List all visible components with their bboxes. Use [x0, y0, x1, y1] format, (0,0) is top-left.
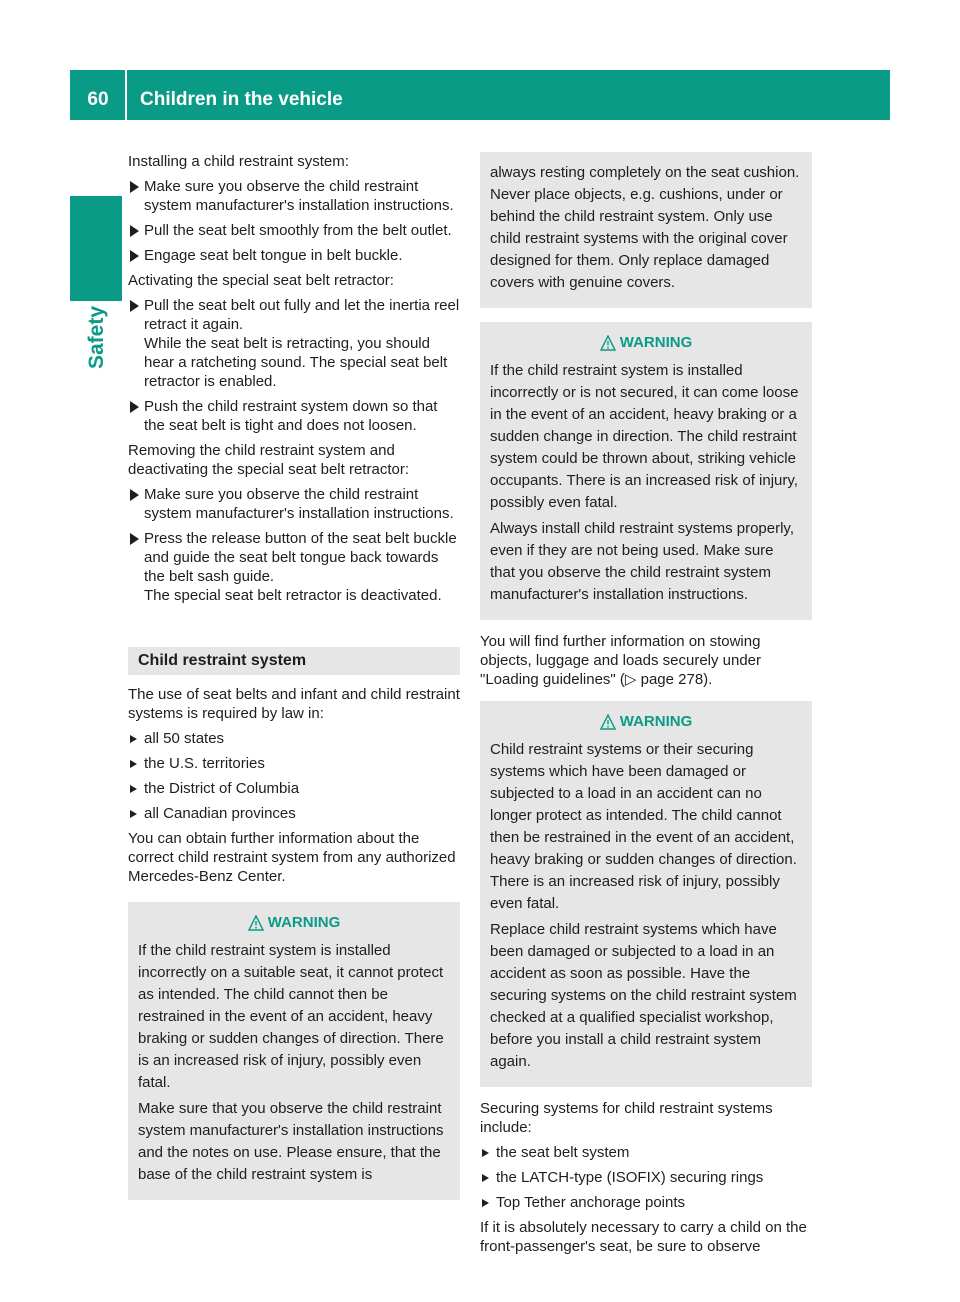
installing-intro: Installing a child restraint system: — [128, 153, 349, 170]
warning-label: WARNING — [267, 914, 341, 931]
warning-paragraph: always resting completely on the seat cushion. Never place objects, e.g. cushions, under or behind the child restraint system. Only use child restraint systems with the original cover designed for them. Only replace damaged covers with genuine covers. — [490, 164, 800, 291]
warning-heading — [490, 332, 802, 354]
warning-paragraph: Always install child restraint systems properly, even if they are not being used. Make sure that you observe the child restraint system manufacturer's installation instructions. — [490, 520, 794, 603]
warning-label: WARNING — [619, 713, 693, 730]
section-intro: The use of seat belts and infant and child restraint systems is required by law in: — [128, 686, 460, 722]
list-item: the LATCH-type (ISOFIX) securing rings — [480, 1168, 812, 1187]
list-item: all Canadian provinces — [128, 804, 460, 823]
section-more-info: You can obtain further information about the correct child restraint system from any authorized Mercedes-Benz Center. — [128, 830, 456, 885]
list-item: the District of Columbia — [128, 779, 460, 798]
warning-box-3 — [480, 701, 812, 1087]
activating-step-2: Push the child restraint system down so that the seat belt is tight and does not loosen. — [128, 397, 460, 435]
removing-step-1: Make sure you observe the child restraint system manufacturer's installation instructions. — [128, 485, 460, 523]
removing-intro: Removing the child restraint system and deactivating the special seat belt retractor: — [128, 442, 409, 478]
warning-paragraph: Replace child restraint systems which have been damaged or subjected to a load in an accident as soon as possible. Have the securing systems on the child restraint system checked at a qualified specialist workshop, before you install a child restraint system again. — [490, 921, 797, 1070]
installing-step-1: Make sure you observe the child restraint system manufacturer's installation instructions. — [128, 177, 460, 215]
section-heading: Child restraint system — [128, 647, 460, 675]
warning-paragraph: Child restraint systems or their securing systems which have been damaged or subjected to a load in an accident can no longer protect as intended. The child cannot then be restrained in the event of an accident, heavy braking or sudden changes of direction. There is an increased risk of injury, possibly even fatal. — [490, 741, 797, 912]
list-item: Top Tether anchorage points — [480, 1193, 812, 1212]
list-item: all 50 states — [128, 729, 460, 748]
removing-step-2-result: The special seat belt retractor is deactivated. — [144, 587, 442, 604]
warning-triangle-icon — [600, 335, 616, 351]
activating-step-1 — [128, 296, 460, 391]
removing-step-2 — [128, 529, 460, 605]
warning-paragraph: Make sure that you observe the child restraint system manufacturer's installation instructions and the notes on use. Please ensure, that the base of the child restraint system is — [138, 1100, 444, 1183]
warning-box-2 — [480, 322, 812, 620]
securing-intro: Securing systems for child restraint systems include: — [480, 1100, 773, 1136]
installing-step-2: Pull the seat belt smoothly from the belt outlet. — [128, 221, 460, 240]
warning-heading — [138, 912, 450, 934]
left-column — [128, 152, 460, 1212]
warning-triangle-icon — [248, 915, 264, 931]
warning-heading — [490, 711, 802, 733]
warning-box-continued — [480, 152, 812, 308]
warning-box-1 — [128, 902, 460, 1200]
list-item: the seat belt system — [480, 1143, 812, 1162]
right-column — [480, 152, 812, 1262]
list-item: the U.S. territories — [128, 754, 460, 773]
removing-step-2-action: Press the release button of the seat belt buckle and guide the seat belt tongue back towards the belt sash guide. — [144, 530, 457, 585]
header-divider — [125, 70, 127, 120]
section-tab-marker — [70, 196, 122, 301]
section-tab-label: Safety — [85, 305, 108, 369]
activating-step-1-result: While the seat belt is retracting, you should hear a ratcheting sound. The special seat belt retractor is enabled. — [144, 335, 448, 390]
activating-step-1-action: Pull the seat belt out fully and let the inertia reel retract it again. — [144, 297, 460, 333]
warning-triangle-icon — [600, 714, 616, 730]
stowing-reference: You will find further information on stowing objects, luggage and loads securely under "Loading guidelines" (▷ page 278). — [480, 633, 762, 688]
final-paragraph: If it is absolutely necessary to carry a child on the front-passenger's seat, be sure to observe — [480, 1219, 807, 1255]
warning-paragraph: If the child restraint system is installed incorrectly or is not secured, it can come loose in the event of an accident, heavy braking or a sudden change in direction. The child restraint system could be thrown about, striking vehicle occupants. There is an increased risk of injury, possibly even fatal. — [490, 362, 799, 511]
installing-step-3: Engage seat belt tongue in belt buckle. — [128, 246, 460, 265]
activating-intro: Activating the special seat belt retractor: — [128, 272, 394, 289]
warning-label: WARNING — [619, 334, 693, 351]
page-title: Children in the vehicle — [140, 89, 343, 110]
warning-paragraph: If the child restraint system is installed incorrectly on a suitable seat, it cannot protect as intended. The child cannot then be restrained in the event of an accident, heavy braking or sudden changes of direction. There is an increased risk of injury, possibly even fatal. — [138, 942, 444, 1091]
page-number: 60 — [87, 89, 109, 110]
